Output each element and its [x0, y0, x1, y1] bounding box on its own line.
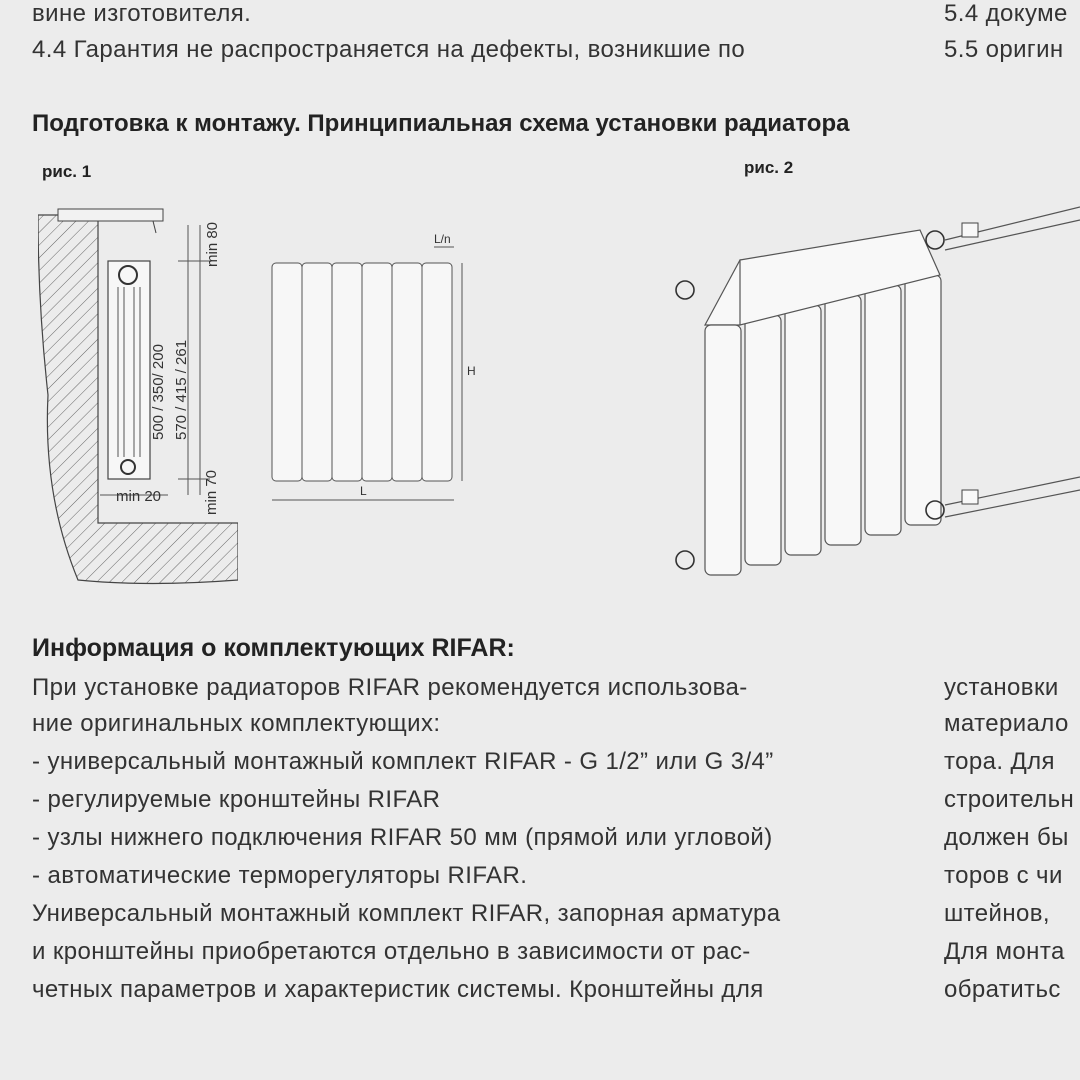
- components-list-item-4: - автоматические терморегуляторы RIFAR.: [32, 862, 528, 889]
- components-text-line-2: ние оригинальных комплектующих:: [32, 710, 441, 737]
- right-column-line-7: штейнов,: [944, 900, 1050, 927]
- section-heading-components: Информация о комплектующих RIFAR:: [32, 634, 515, 662]
- right-column-line-9: обратитьс: [944, 976, 1061, 1003]
- right-column-line-6: торов с чи: [944, 862, 1063, 889]
- top-right-line-2: 5.5 оригин: [944, 36, 1064, 63]
- figure-1-caption: рис. 1: [42, 162, 92, 181]
- dim-min-70: min 70: [203, 469, 220, 515]
- components-text-line-9: четных параметров и характеристик системы. Кронштейны для: [32, 976, 764, 1003]
- dim-heights-total: 570 / 415 / 261: [173, 339, 190, 440]
- dim-ln: L/n: [434, 232, 451, 246]
- right-column-line-2: материало: [944, 710, 1069, 737]
- right-column-line-8: Для монта: [944, 938, 1065, 965]
- top-left-line-1: вине изготовителя.: [32, 0, 252, 27]
- top-left-line-2: 4.4 Гарантия не распространяется на дефекты, возникшие по: [32, 36, 746, 63]
- figure-1-front-view: [262, 225, 497, 510]
- components-list-item-3: - узлы нижнего подключения RIFAR 50 мм (прямой или угловой): [32, 824, 773, 851]
- figure-2-caption: рис. 2: [744, 158, 794, 177]
- top-right-line-1: 5.4 докуме: [944, 0, 1068, 27]
- right-column-line-3: тора. Для: [944, 748, 1055, 775]
- figure-1-wall-diagram: [38, 195, 238, 585]
- components-text-line-7: Универсальный монтажный комплект RIFAR, запорная арматура: [32, 900, 781, 927]
- components-text-line-1: При установке радиаторов RIFAR рекомендуется использова-: [32, 674, 748, 701]
- components-list-item-2: - регулируемые кронштейны RIFAR: [32, 786, 441, 813]
- dim-heights-center: 500 / 350/ 200: [150, 344, 167, 440]
- components-list-item-1: - универсальный монтажный комплект RIFAR - G 1/2” или G 3/4”: [32, 748, 774, 775]
- right-column-line-4: строительн: [944, 786, 1075, 813]
- figure-2-isometric-radiator: [650, 185, 1080, 600]
- right-column-line-5: должен бы: [944, 824, 1069, 851]
- right-column-line-1: установки: [944, 674, 1059, 701]
- section-heading-mounting: Подготовка к монтажу. Принципиальная схема установки радиатора: [32, 110, 850, 137]
- components-text-line-8: и кронштейны приобретаются отдельно в зависимости от рас-: [32, 938, 751, 965]
- dim-min-20: min 20: [116, 488, 162, 505]
- dim-l: L: [360, 484, 367, 498]
- dim-min-80: min 80: [204, 221, 221, 267]
- dim-h: H: [467, 364, 476, 378]
